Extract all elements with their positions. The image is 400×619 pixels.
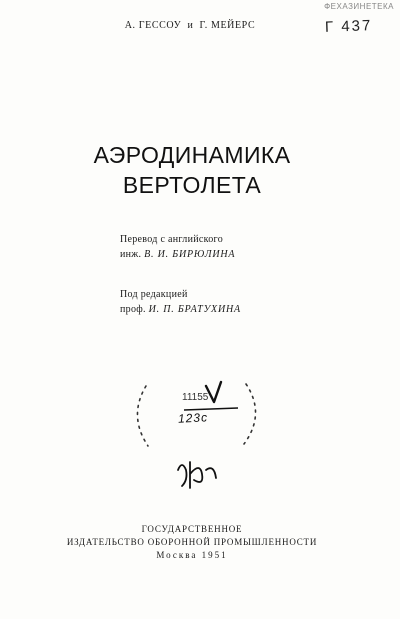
signature-scribble [172, 456, 224, 492]
editor-line [120, 302, 241, 317]
author-2: Г. МЕЙЕРС [199, 20, 256, 31]
editor-prefix: проф. [120, 304, 146, 315]
editing-credit [120, 287, 241, 317]
call-number: Г 437 [324, 17, 373, 36]
stamp-code-1: 11155 [182, 392, 209, 403]
stamp-left-arc [137, 386, 148, 446]
library-shelf-mark: ФЕХАЗИНЕТЕКА [324, 2, 394, 11]
author-1: А. ГЕССОУ [124, 20, 182, 31]
publication-city-year: Москва 1951 [156, 550, 228, 560]
publisher-block [0, 523, 384, 562]
translator-line [120, 247, 235, 262]
translation-credit [120, 232, 235, 262]
title-line-1: АЭРОДИНАМИКА [93, 142, 291, 168]
translation-label: Перевод с английского [120, 234, 224, 245]
author-conjunction: и [187, 20, 194, 31]
stamp-strike [184, 408, 238, 410]
stamp-code-2: 123с [177, 410, 209, 426]
title-line-2: ВЕРТОЛЕТА [122, 172, 262, 198]
publisher-line-1: ГОСУДАРСТВЕННОЕ [141, 524, 243, 534]
editor-name: И. П. БРАТУХИНА [148, 304, 241, 315]
translator-name: В. И. БИРЮЛИНА [144, 249, 236, 260]
editing-label: Под редакцией [120, 289, 188, 300]
publisher-line-2: ИЗДАТЕЛЬСТВО ОБОРОННОЙ ПРОМЫШЛЕННОСТИ [66, 537, 318, 547]
book-title [0, 140, 384, 200]
translator-prefix: инж. [120, 249, 142, 260]
authors-line [0, 20, 380, 31]
stamp-right-arc [244, 384, 256, 444]
